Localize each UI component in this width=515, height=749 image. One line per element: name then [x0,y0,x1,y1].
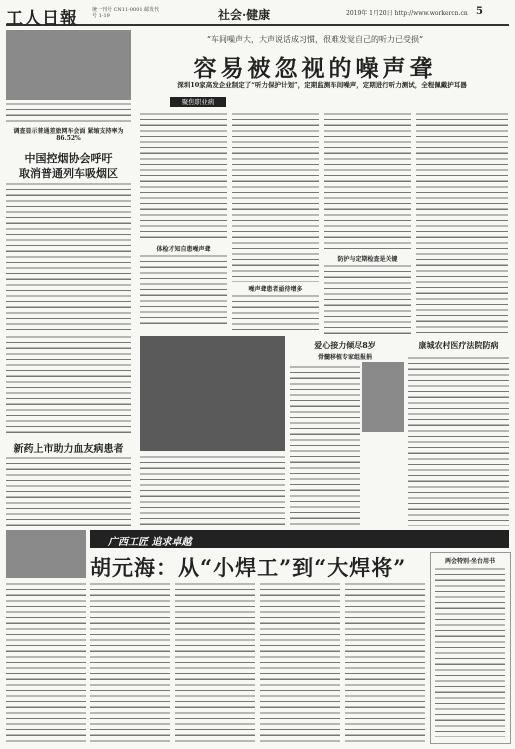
middle-photo [140,336,285,451]
left-photo-caption [6,102,131,124]
mid-box-headline-2: 骨髓移植专家组报捐 [317,354,372,361]
mid-box-headline-1: 爱心接力倾尽8岁 [314,340,376,350]
main-col-1 [140,112,227,242]
bottom-banner-text: 广西工匠 追求卓越 [108,537,192,548]
bottom-col-1 [90,582,170,742]
left-top-headline-1: 中国控烟协会呼吁 [24,152,113,165]
main-subhead-3: 防护与定期检查是关键 [337,256,398,263]
site-text: http://www.workercn.cn [394,10,468,17]
bottom-left-photo [6,530,86,578]
main-col-2 [232,112,319,282]
left-top-body [6,182,131,332]
date-text: 2019年 1月20日 [346,10,393,17]
bottom-col-2 [175,582,255,742]
main-col-3b [324,264,411,334]
main-col-3 [324,112,411,252]
left-top-headline-2: 取消普通列车吸烟区 [19,167,118,180]
column-tag: 聚焦职业病 [170,97,226,107]
left-photo-top [6,30,131,100]
masthead [6,4,509,29]
bottom-feature-title: 胡元海：从“小焊工”到“大焊将” [90,555,407,580]
main-subhead-2: 噪声聋患者亟待增多 [248,286,303,293]
main-col-4 [416,112,508,334]
main-kicker: “车间噪声大，大声说话成习惯，很难发觉自己的听力已受损” [206,35,424,44]
bottom-col-4 [345,582,425,742]
main-col-1b [140,254,227,324]
main-headline: 容易被忽视的噪声聋 [193,55,437,82]
left-mid-body [6,456,131,526]
side-box-title: 两会特别·坐台用书 [444,558,496,565]
side-box [430,552,511,744]
left-top-small-headline: 调查显示普通差旅网车会面 紧缩支持率为86.52% [13,128,124,142]
right-mid-body [408,356,509,526]
mid-box-photo [362,362,404,432]
bottom-left-body [6,582,86,742]
left-mid-headline: 新药上市助力血友病患者 [13,444,124,455]
side-box-body [435,567,505,737]
masthead-meta: 统一刊号 CN11-0001 邮发代号 1-19 [92,7,160,19]
middle-photo-body [140,455,285,525]
main-subhead-1: 体检才知自患噪声聋 [156,246,211,253]
bottom-col-3 [260,582,340,742]
main-col-2b [232,294,319,334]
issue-date [346,8,468,17]
section-title: 社会·健康 [218,8,271,22]
right-mid-headline: 康城农村医疗法院防病 [418,340,499,350]
main-subtitle: 深圳10家高发企业制定了“听力保护计划”，定期监测车间噪声，定期进行听力测试，全程佩戴护耳器 [177,81,467,89]
page-number: 5 [476,6,483,17]
left-body-2 [6,335,131,435]
mid-box-body [290,365,360,525]
newspaper-logo: 工人日報 [6,9,78,29]
